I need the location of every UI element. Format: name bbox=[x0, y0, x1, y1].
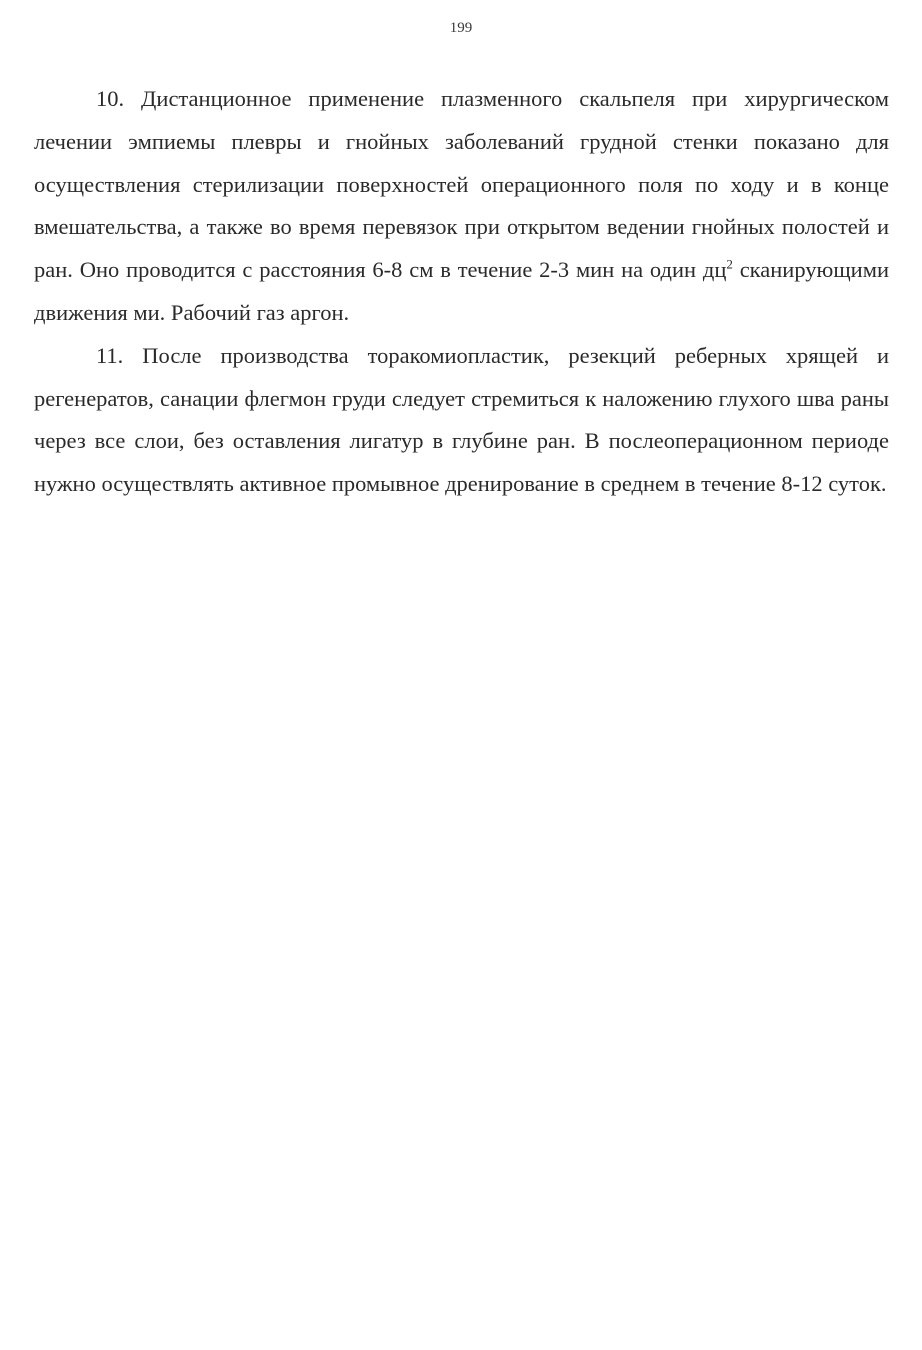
paragraph-10-text: 10. Дистанционное применение плазменного скальпеля при хирургическом лечении эмпиемы плевры и гнойных заболеваний грудной стенки показано для осуществления стерилизации поверхностей операционного поля по ходу и в конце вмешательства, а также во время перевязок при открытом ведении гнойных полостей и ран. Оно проводится с расстояния 6-8 см в течение 2-3 мин на один дц bbox=[34, 86, 889, 283]
page-number: 199 bbox=[449, 20, 473, 36]
paragraph-10 bbox=[34, 78, 889, 335]
superscript-2: 2 bbox=[726, 256, 733, 272]
paragraph-11: 11. После производства торакомиопластик, резекций реберных хрящей и регенератов, санации флегмон груди следует стремиться к наложению глухого шва раны через все слои, без оставления лигатур в глубине ран. В послеоперационном периоде нужно осуществлять активное промывное дренирование в среднем в течение 8-12 суток. bbox=[34, 342, 889, 497]
body-text bbox=[34, 78, 889, 506]
paragraph-10-text-end: сканирующими движения ми. Рабочий газ аргон. bbox=[34, 257, 889, 325]
